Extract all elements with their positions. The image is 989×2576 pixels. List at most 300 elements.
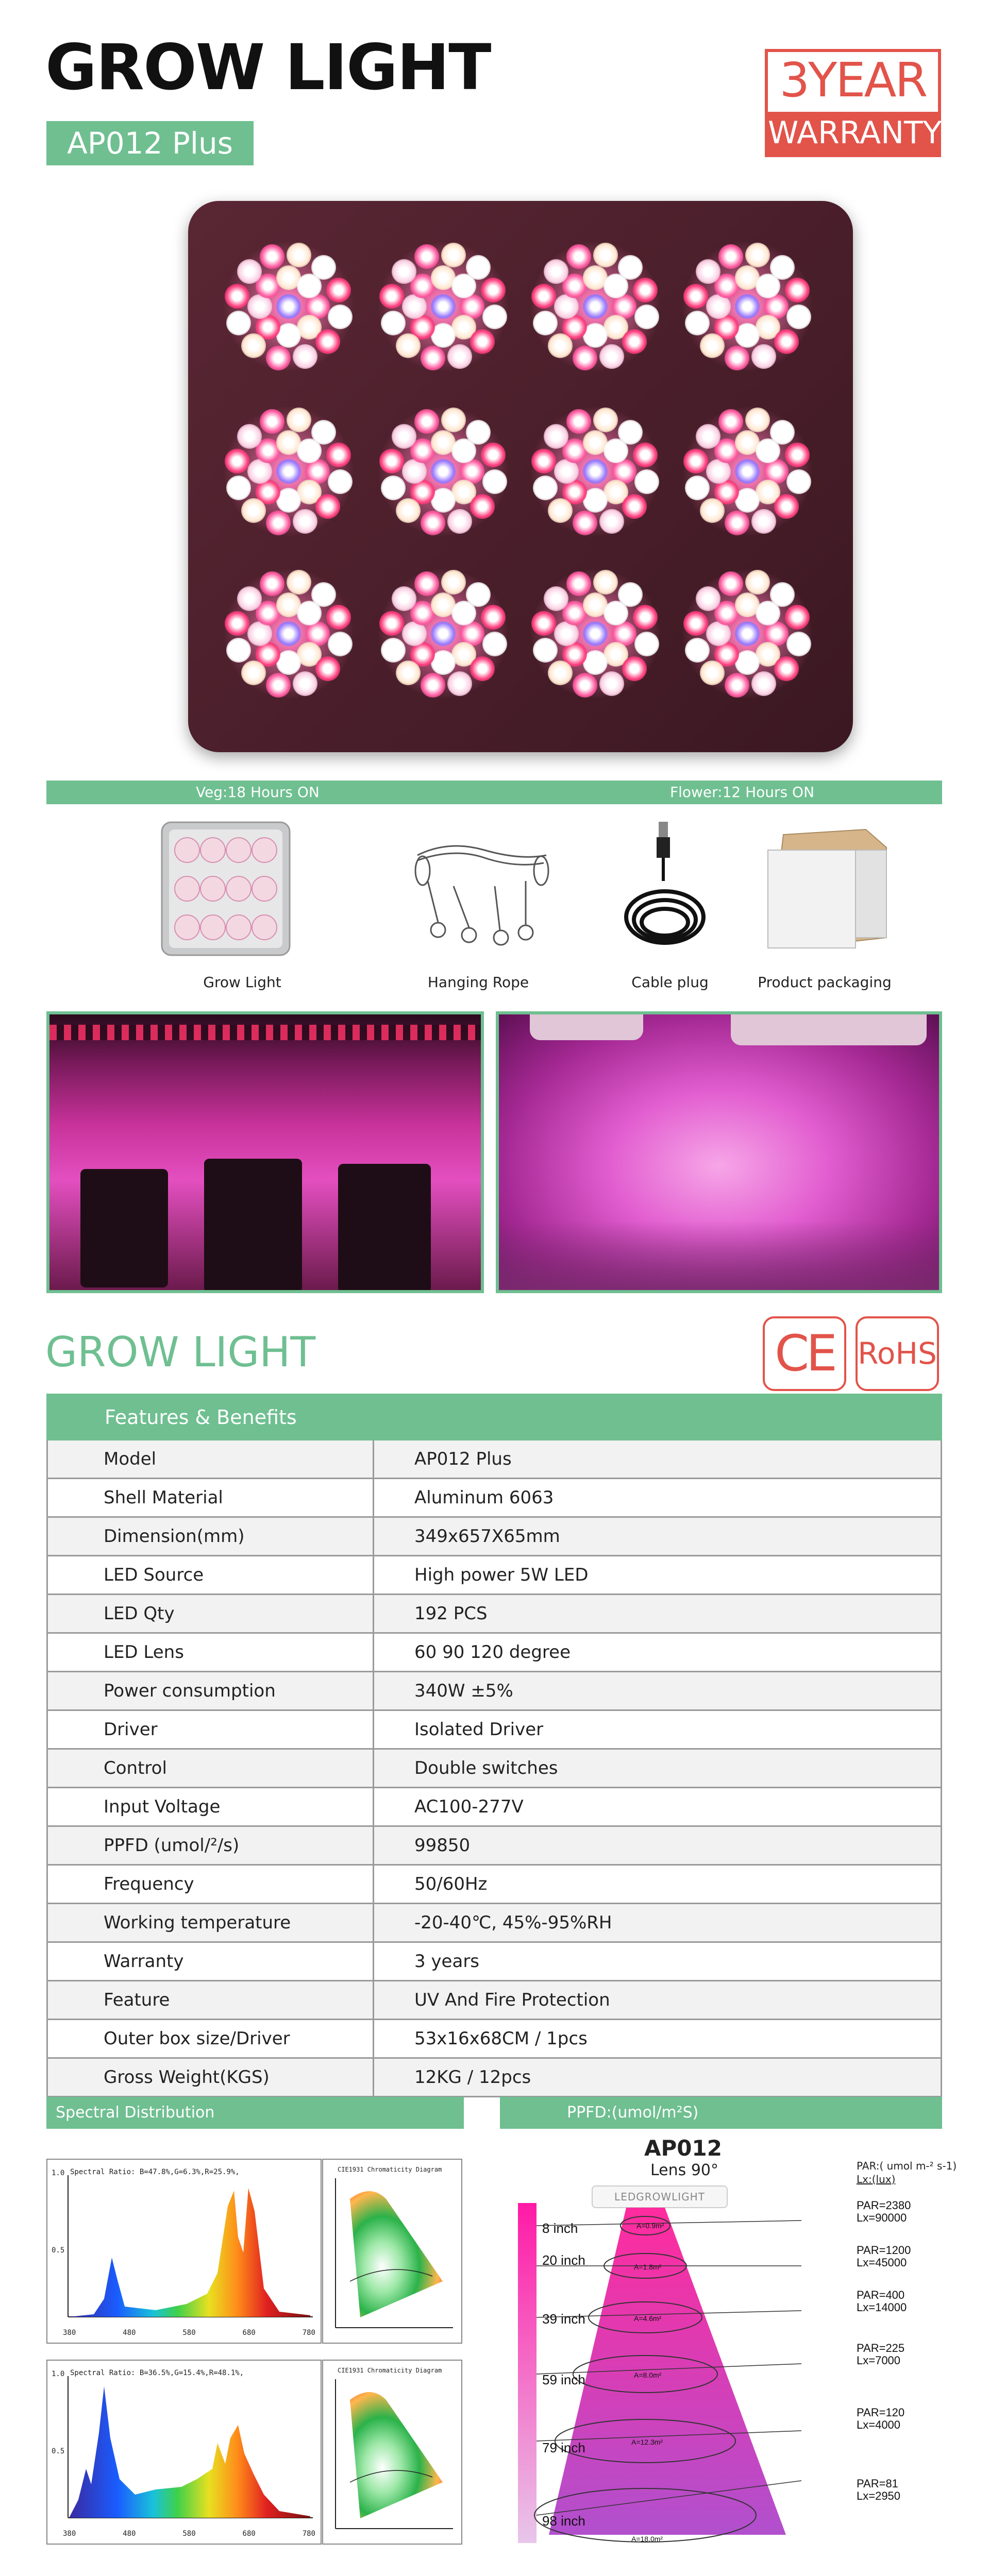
- led-chip: [414, 244, 439, 269]
- led-chip: [260, 571, 284, 596]
- led-chip: [315, 656, 340, 681]
- led-chip: [276, 294, 301, 319]
- ppfd-par-value: PAR=120: [857, 2406, 905, 2419]
- table-row: [47, 1749, 942, 1788]
- led-chip: [774, 329, 799, 354]
- led-chip: [328, 304, 353, 329]
- spec-key: LED Source: [47, 1556, 374, 1595]
- led-chip: [786, 632, 811, 656]
- led-chip: [770, 420, 795, 445]
- led-chip: [431, 459, 456, 484]
- led-chip: [421, 673, 445, 698]
- led-chip: [573, 511, 597, 535]
- led-chip: [735, 294, 760, 319]
- table-row: [47, 1595, 942, 1633]
- spec-value: AC100-277V: [374, 1788, 942, 1826]
- led-cluster: [531, 242, 660, 371]
- ppfd-area: A=12.3m²: [631, 2438, 663, 2446]
- ppfd-par-value: PAR=1200: [857, 2244, 911, 2257]
- led-chip: [326, 278, 351, 302]
- led-chip: [725, 346, 749, 370]
- led-chip: [633, 605, 658, 630]
- table-row: [47, 1556, 942, 1595]
- led-chip: [599, 509, 624, 534]
- led-chip: [225, 284, 249, 309]
- led-chip: [466, 420, 491, 445]
- led-chip: [634, 304, 659, 329]
- ppfd-area: A=0.9m²: [636, 2222, 664, 2230]
- spec-value: 50/60Hz: [374, 1865, 942, 1904]
- table-row: [47, 1904, 942, 1942]
- led-chip: [266, 673, 291, 698]
- spec-value: 340W ±5%: [374, 1672, 942, 1710]
- led-chip: [225, 449, 249, 473]
- led-chip: [544, 424, 568, 449]
- led-chip: [379, 284, 404, 309]
- led-chip: [548, 333, 573, 358]
- spec-value: -20-40℃, 45%-95%RH: [374, 1904, 942, 1942]
- table-row: [47, 1826, 942, 1865]
- spec-key: Input Voltage: [47, 1788, 374, 1826]
- ppfd-height: 39 inch: [542, 2311, 585, 2327]
- led-chip: [785, 278, 810, 302]
- rohs-mark-text: RoHS: [858, 1336, 937, 1371]
- led-chip: [315, 329, 340, 354]
- table-row: [47, 1865, 942, 1904]
- ppfd-par-value: PAR=81: [857, 2477, 898, 2490]
- led-chip: [447, 671, 472, 696]
- led-chip: [328, 469, 353, 494]
- x-tick: 580: [182, 2329, 196, 2337]
- led-chip: [618, 255, 643, 280]
- led-chip: [431, 294, 456, 319]
- led-chip: [700, 333, 725, 358]
- spec-key: PPFD (umol/²/s): [47, 1826, 374, 1865]
- cie-chart-2: [322, 2360, 462, 2545]
- accessory-label: Cable plug: [631, 974, 709, 991]
- led-chip: [470, 329, 495, 354]
- led-chip: [583, 459, 608, 484]
- led-chip: [470, 494, 495, 519]
- led-cluster: [683, 242, 812, 371]
- led-chip: [466, 255, 491, 280]
- cie-title: CIE1931 Chromaticity Diagram: [338, 2367, 442, 2374]
- table-row: [47, 1710, 942, 1749]
- led-chip: [685, 476, 710, 500]
- spec-key: LED Lens: [47, 1633, 374, 1672]
- led-chip: [593, 570, 618, 595]
- led-chip: [683, 284, 708, 309]
- led-chip: [548, 498, 573, 523]
- x-tick: 380: [63, 2530, 76, 2538]
- spec-value: 3 years: [374, 1942, 942, 1981]
- led-chip: [441, 408, 466, 432]
- led-chip: [226, 311, 251, 335]
- ppfd-lx-value: Lx=7000: [857, 2354, 901, 2367]
- led-chip: [533, 311, 558, 335]
- led-chip: [311, 420, 336, 445]
- led-chip: [482, 304, 507, 329]
- led-cluster: [683, 407, 812, 536]
- led-chip: [745, 243, 770, 267]
- led-cluster: [531, 407, 660, 536]
- led-chip: [583, 621, 608, 646]
- led-chip: [622, 494, 647, 519]
- accessory-label: Grow Light: [203, 974, 281, 991]
- table-row: [47, 1942, 942, 1981]
- ppfd-lx-value: Lx=4000: [857, 2418, 901, 2431]
- led-chip: [237, 586, 262, 611]
- led-chip: [266, 346, 291, 370]
- spectral-chart-2: [46, 2360, 322, 2545]
- led-chip: [414, 571, 439, 596]
- schedule-ribbon: [46, 781, 942, 804]
- ppfd-height: 79 inch: [542, 2440, 585, 2455]
- led-chip: [276, 621, 301, 646]
- spec-table-header: [47, 1395, 942, 1440]
- led-chip: [287, 243, 311, 267]
- led-chip: [328, 632, 353, 656]
- led-chip: [287, 570, 311, 595]
- spec-key: Outer box size/Driver: [47, 2020, 374, 2058]
- led-chip: [634, 632, 659, 656]
- led-chip: [599, 671, 624, 696]
- led-chip: [533, 476, 558, 500]
- grow-light-product-image: [188, 201, 853, 752]
- led-chip: [241, 660, 266, 685]
- spec-value: UV And Fire Protection: [374, 1981, 942, 2020]
- ppfd-par-value: PAR=225: [857, 2342, 905, 2354]
- led-chip: [786, 469, 811, 494]
- table-row: [47, 2020, 942, 2058]
- ppfd-area: A=4.6m²: [634, 2314, 662, 2323]
- ppfd-lx-value: Lx=90000: [857, 2211, 907, 2224]
- warranty-badge: [765, 49, 941, 157]
- led-chip: [700, 498, 725, 523]
- led-chip: [481, 605, 506, 630]
- x-axis-ticks: [63, 2530, 315, 2538]
- led-chip: [315, 494, 340, 519]
- accessory-label: Hanging Rope: [427, 974, 529, 991]
- ppfd-lx-value: Lx=14000: [857, 2301, 907, 2314]
- led-chip: [745, 408, 770, 432]
- ppfd-lx-value: Lx=2950: [857, 2489, 901, 2502]
- led-chip: [573, 346, 597, 370]
- table-row: [47, 1517, 942, 1556]
- accessory-label: Product packaging: [758, 974, 892, 991]
- led-cluster: [379, 569, 508, 698]
- led-chip: [751, 344, 776, 369]
- led-chip: [441, 243, 466, 267]
- ppfd-area: A=8.0m²: [634, 2371, 662, 2379]
- ppfd-area: A=1.8m²: [634, 2263, 662, 2271]
- led-chip: [751, 509, 776, 534]
- led-chip: [685, 638, 710, 663]
- led-chip: [287, 408, 311, 432]
- spec-value: Double switches: [374, 1749, 942, 1788]
- table-row: [47, 1633, 942, 1672]
- spec-value: 99850: [374, 1826, 942, 1865]
- led-chip: [622, 656, 647, 681]
- table-row: [47, 1672, 942, 1710]
- spec-table: [46, 1394, 942, 2097]
- led-chip: [718, 571, 743, 596]
- led-chip: [226, 476, 251, 500]
- led-chip: [260, 409, 284, 434]
- flower-schedule: Flower:12 Hours ON: [670, 784, 815, 801]
- y-tick: 1.0: [52, 2169, 65, 2177]
- table-row: [47, 1981, 942, 2020]
- ppfd-height: 98 inch: [542, 2513, 585, 2529]
- ce-mark-text: CE: [775, 1325, 834, 1382]
- led-chip: [583, 294, 608, 319]
- spec-key: Gross Weight(KGS): [47, 2058, 374, 2097]
- led-chip: [531, 449, 556, 473]
- spectral-chart-1: [46, 2159, 322, 2344]
- led-chip: [396, 498, 421, 523]
- led-chip: [786, 304, 811, 329]
- veg-schedule: Veg:18 Hours ON: [196, 784, 320, 801]
- led-chip: [566, 571, 591, 596]
- led-chip: [533, 638, 558, 663]
- led-chip: [566, 244, 591, 269]
- led-chip: [633, 278, 658, 302]
- y-tick: 0.5: [52, 2447, 65, 2455]
- y-tick: 0.5: [52, 2246, 65, 2255]
- ppfd-lens: Lens 90°: [650, 2161, 718, 2179]
- led-chip: [293, 671, 317, 696]
- led-chip: [683, 449, 708, 473]
- led-chip: [774, 656, 799, 681]
- led-chip: [593, 243, 618, 267]
- led-chip: [593, 408, 618, 432]
- led-chip: [785, 605, 810, 630]
- led-chip: [633, 443, 658, 467]
- ppfd-legend-par: PAR:( umol m-² s-1): [857, 2160, 957, 2172]
- led-chip: [381, 638, 406, 663]
- led-chip: [381, 311, 406, 335]
- led-chip: [326, 443, 351, 467]
- led-chip: [683, 611, 708, 636]
- spec-key: Frequency: [47, 1865, 374, 1904]
- warranty-label: WARRANTY: [768, 112, 938, 154]
- led-chip: [573, 673, 597, 698]
- led-chip: [696, 424, 720, 449]
- ppfd-height: 59 inch: [542, 2372, 585, 2387]
- ppfd-height: 20 inch: [542, 2252, 585, 2268]
- led-chip: [396, 660, 421, 685]
- led-chip: [326, 605, 351, 630]
- led-cluster: [224, 242, 353, 371]
- spec-value: 53x16x68CM / 1pcs: [374, 2020, 942, 2058]
- led-chip: [470, 656, 495, 681]
- spectral-ratio-2: Spectral Ratio: B=36.5%,G=15.4%,R=48.1%,: [70, 2369, 244, 2377]
- led-chip: [481, 443, 506, 467]
- led-chip: [618, 420, 643, 445]
- ppfd-bar: PPFD:(umol/m²S): [500, 2097, 942, 2129]
- spec-value: Isolated Driver: [374, 1710, 942, 1749]
- table-row: [47, 1440, 942, 1479]
- led-chip: [421, 511, 445, 535]
- led-chip: [421, 346, 445, 370]
- led-chip: [735, 459, 760, 484]
- led-chip: [544, 586, 568, 611]
- led-chip: [466, 582, 491, 607]
- led-chip: [544, 259, 568, 284]
- x-tick: 380: [63, 2329, 76, 2337]
- cie-title: CIE1931 Chromaticity Diagram: [338, 2166, 442, 2173]
- spec-value: High power 5W LED: [374, 1556, 942, 1595]
- x-axis-ticks: [63, 2329, 315, 2337]
- led-chip: [745, 570, 770, 595]
- x-tick: 480: [123, 2329, 136, 2337]
- led-chip: [718, 244, 743, 269]
- led-chip: [226, 638, 251, 663]
- greenhouse-photo: [46, 1011, 484, 1293]
- led-chip: [392, 586, 416, 611]
- spec-key: Model: [47, 1440, 374, 1479]
- led-chip: [700, 660, 725, 685]
- led-chip: [622, 329, 647, 354]
- ppfd-area: A=18.0m²: [631, 2535, 663, 2543]
- led-chip: [566, 409, 591, 434]
- led-chip: [618, 582, 643, 607]
- led-chip: [725, 511, 749, 535]
- led-cluster: [379, 242, 508, 371]
- x-tick: 780: [302, 2530, 315, 2538]
- grow-light-thumbnail: [159, 819, 293, 958]
- table-row: [47, 2058, 942, 2097]
- led-chip: [311, 255, 336, 280]
- rohs-mark-icon: [856, 1316, 939, 1391]
- led-chip: [396, 333, 421, 358]
- spec-key: LED Qty: [47, 1595, 374, 1633]
- led-chip: [392, 424, 416, 449]
- spectral-ratio-1: Spectral Ratio: B=47.8%,G=6.3%,R=25.9%,: [70, 2168, 240, 2176]
- spec-key: Control: [47, 1749, 374, 1788]
- led-chip: [482, 632, 507, 656]
- led-cluster: [224, 569, 353, 698]
- led-chip: [260, 244, 284, 269]
- led-chip: [381, 476, 406, 500]
- led-chip: [379, 449, 404, 473]
- led-cluster: [683, 569, 812, 698]
- led-chip: [696, 586, 720, 611]
- led-chip: [685, 311, 710, 335]
- spec-value: 349x657X65mm: [374, 1517, 942, 1556]
- led-chip: [293, 509, 317, 534]
- spec-key: Shell Material: [47, 1479, 374, 1517]
- led-chip: [379, 611, 404, 636]
- model-badge: AP012 Plus: [46, 121, 254, 165]
- spec-value: 60 90 120 degree: [374, 1633, 942, 1672]
- spec-key: Dimension(mm): [47, 1517, 374, 1556]
- ce-mark-icon: [763, 1316, 846, 1391]
- spec-value: 192 PCS: [374, 1595, 942, 1633]
- led-chip: [237, 259, 262, 284]
- hanging-rope-thumbnail: [407, 819, 541, 958]
- spec-value: 12KG / 12pcs: [374, 2058, 942, 2097]
- table-row: [47, 1479, 942, 1517]
- spectral-distribution-bar: Spectral Distribution: [46, 2097, 464, 2129]
- led-chip: [774, 494, 799, 519]
- page-title: GROW LIGHT: [45, 31, 491, 104]
- spec-table-header-blank: [374, 1395, 942, 1440]
- led-chip: [276, 459, 301, 484]
- table-row: [47, 1788, 942, 1826]
- led-chip: [531, 611, 556, 636]
- led-chip: [785, 443, 810, 467]
- led-chip: [599, 344, 624, 369]
- warranty-years: 3YEAR: [779, 53, 927, 108]
- led-chip: [718, 409, 743, 434]
- led-cluster: [224, 407, 353, 536]
- led-chip: [725, 673, 749, 698]
- ppfd-height: 8 inch: [542, 2221, 578, 2236]
- spec-key: Working temperature: [47, 1904, 374, 1942]
- spec-value: AP012 Plus: [374, 1440, 942, 1479]
- ppfd-par-value: PAR=2380: [857, 2199, 911, 2212]
- x-tick: 680: [242, 2530, 256, 2538]
- x-tick: 580: [182, 2530, 196, 2538]
- grow-tent-photo: [496, 1011, 942, 1293]
- spec-value: Aluminum 6063: [374, 1479, 942, 1517]
- ppfd-light-brand: LEDGROWLIGHT: [592, 2185, 728, 2208]
- led-chip: [735, 621, 760, 646]
- led-chip: [241, 498, 266, 523]
- led-chip: [241, 333, 266, 358]
- ppfd-model: AP012: [644, 2136, 722, 2161]
- spec-key: Power consumption: [47, 1672, 374, 1710]
- spec-key: Driver: [47, 1710, 374, 1749]
- led-chip: [447, 509, 472, 534]
- section-title: GROW LIGHT: [45, 1328, 316, 1376]
- led-chip: [392, 259, 416, 284]
- led-chip: [770, 255, 795, 280]
- led-chip: [237, 424, 262, 449]
- x-tick: 480: [123, 2530, 136, 2538]
- led-chip: [548, 660, 573, 685]
- led-chip: [293, 344, 317, 369]
- led-chip: [482, 469, 507, 494]
- led-chip: [431, 621, 456, 646]
- led-chip: [447, 344, 472, 369]
- x-tick: 680: [242, 2329, 256, 2337]
- led-chip: [266, 511, 291, 535]
- led-chip: [531, 284, 556, 309]
- led-cluster: [379, 407, 508, 536]
- led-chip: [634, 469, 659, 494]
- cie-chart-1: [322, 2159, 462, 2344]
- led-chip: [414, 409, 439, 434]
- led-chip: [751, 671, 776, 696]
- x-tick: 780: [302, 2329, 315, 2337]
- cable-plug-thumbnail: [613, 819, 747, 958]
- led-chip: [696, 259, 720, 284]
- led-chip: [311, 582, 336, 607]
- led-cluster: [531, 569, 660, 698]
- spec-key: Feature: [47, 1981, 374, 2020]
- spec-key: Warranty: [47, 1942, 374, 1981]
- y-tick: 1.0: [52, 2370, 65, 2378]
- ppfd-lx-value: Lx=45000: [857, 2256, 907, 2269]
- ppfd-par-value: PAR=400: [857, 2289, 905, 2301]
- led-chip: [225, 611, 249, 636]
- led-chip: [481, 278, 506, 302]
- ppfd-legend-lx: Lx:(lux): [857, 2173, 896, 2185]
- product-packaging-thumbnail: [763, 819, 897, 958]
- spec-table-header-cell: Features & Benefits: [47, 1395, 374, 1440]
